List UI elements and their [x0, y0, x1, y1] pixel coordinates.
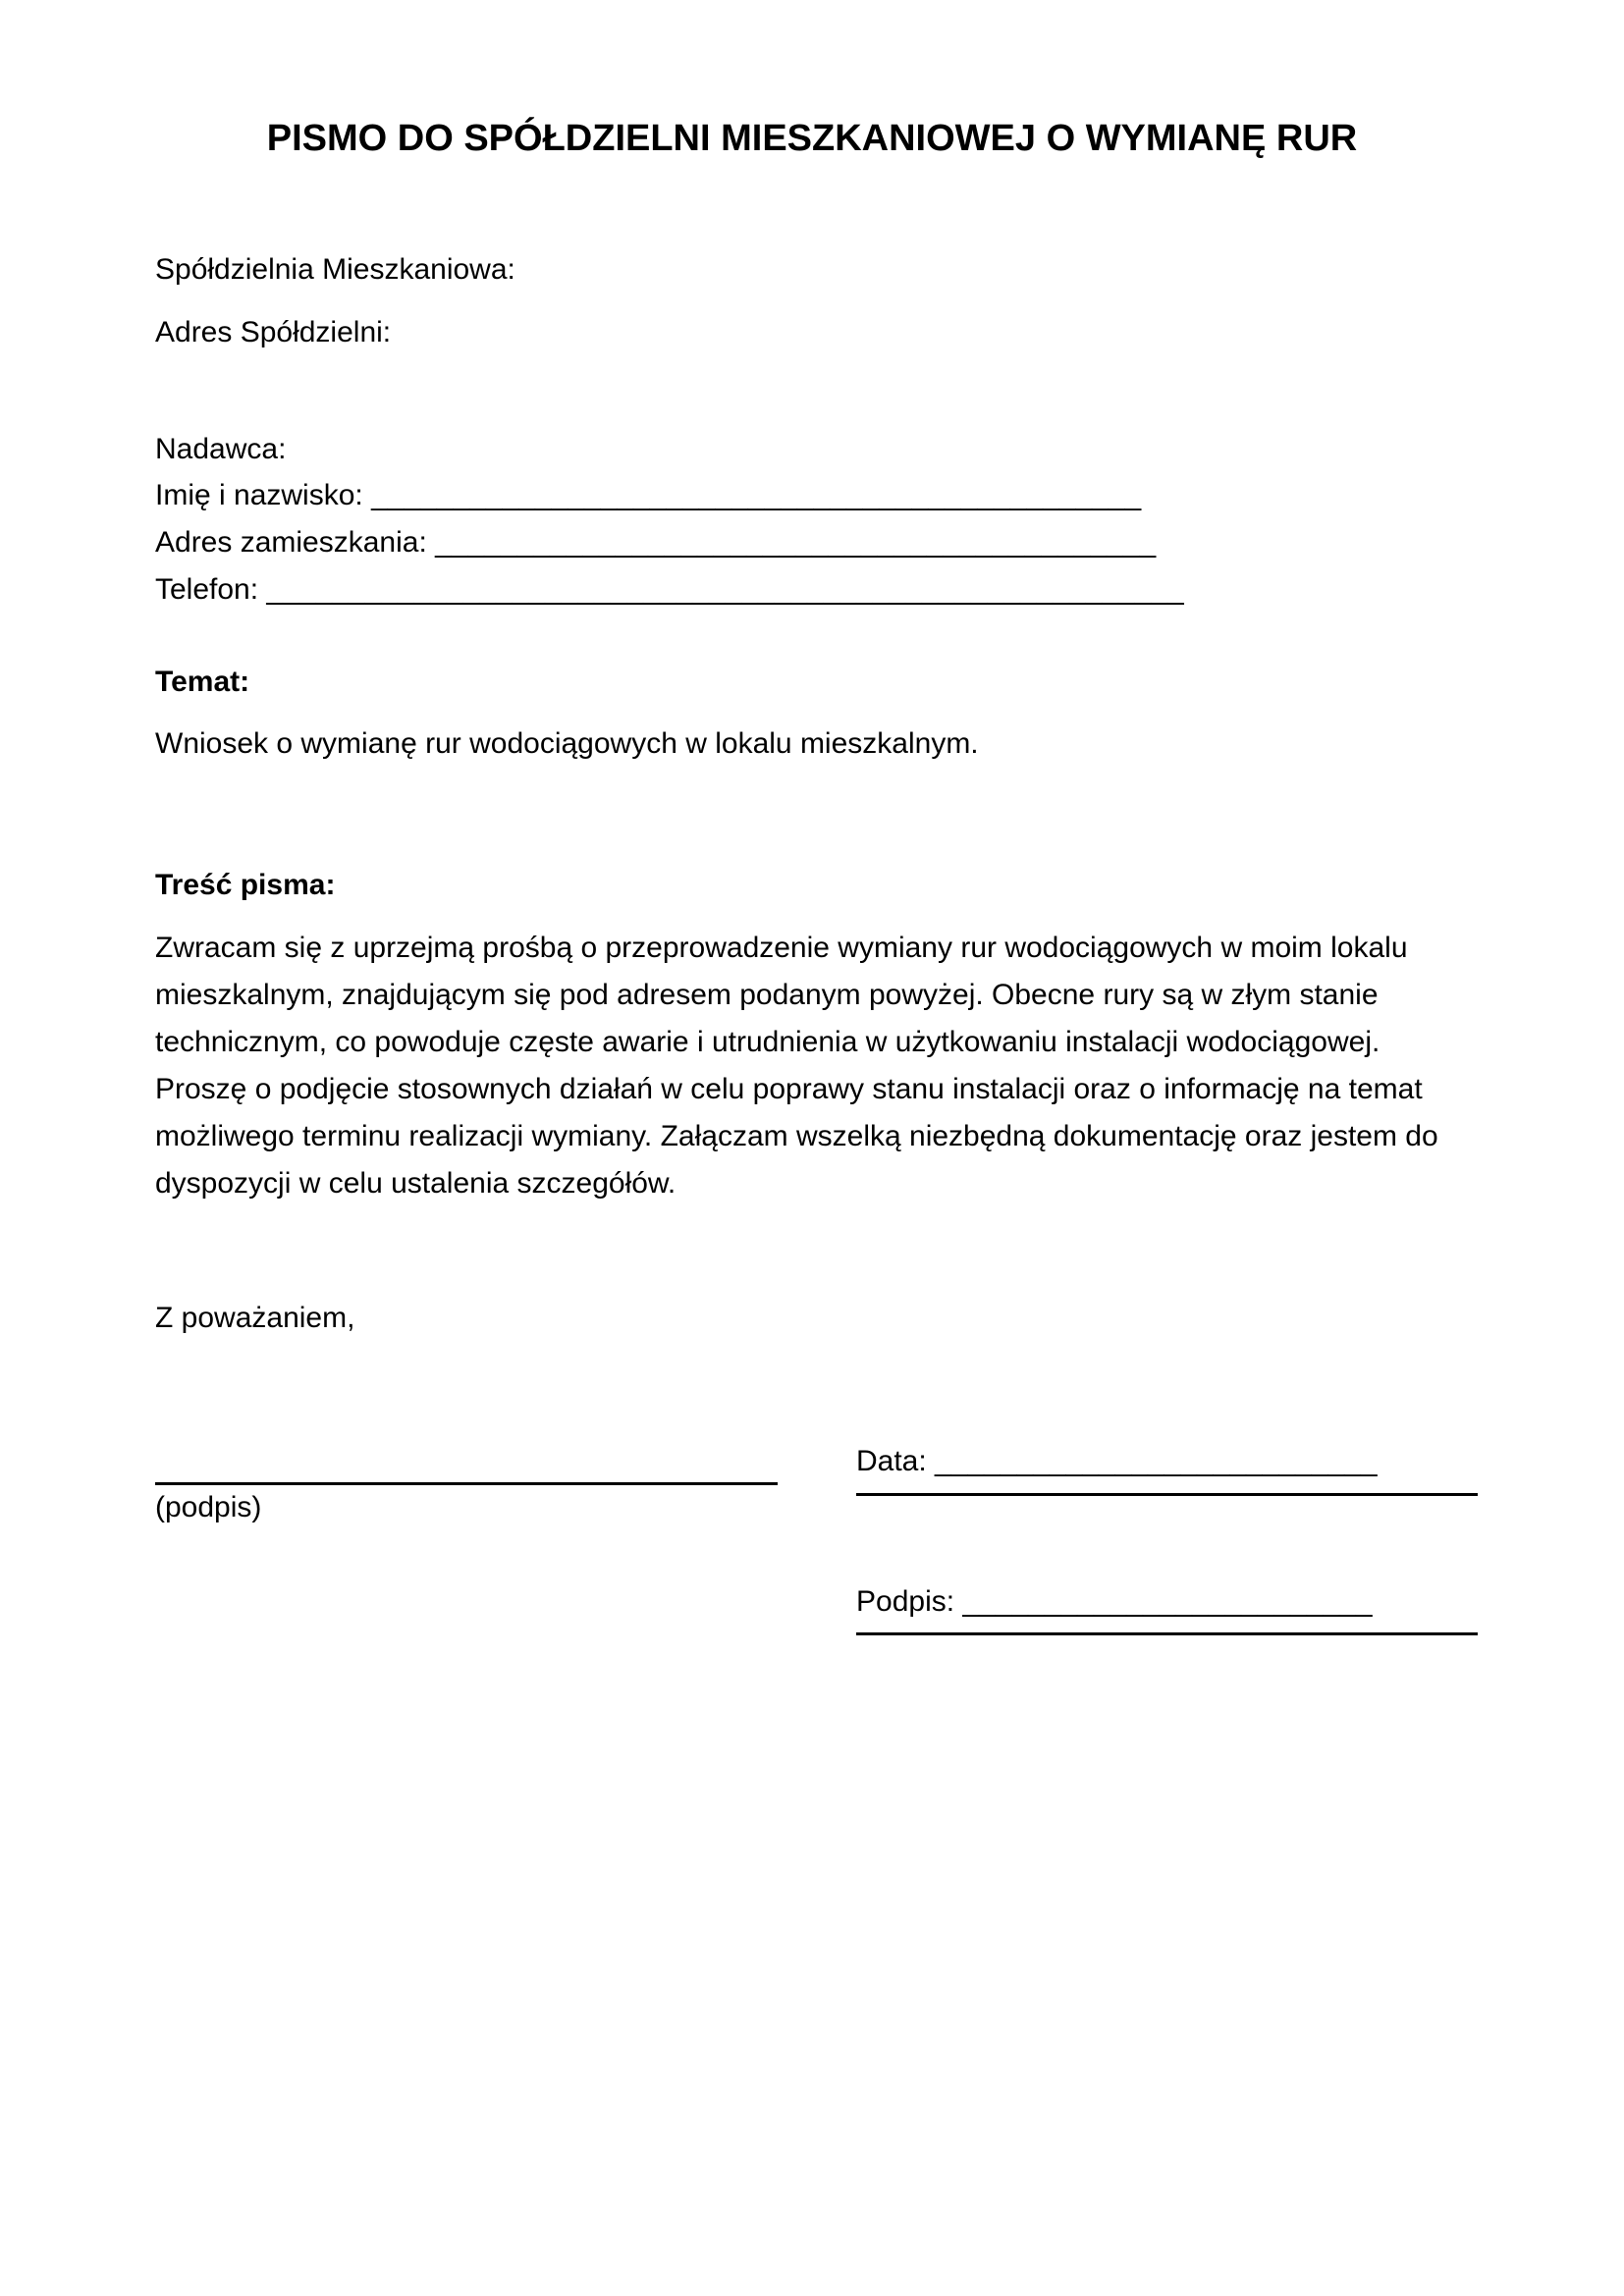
signature-field-underline [856, 1632, 1478, 1635]
content-line: możliwego terminu realizacji wymiany. Załączam wszelką niezbędną dokumentację oraz jestem do [155, 1120, 1438, 1152]
content-line: Zwracam się z uprzejmą prośbą o przeprowadzenie wymiany rur wodociągowych w moim lokalu [155, 932, 1408, 964]
content-line: Proszę o podjęcie stosownych działań w celu poprawy stanu instalacji oraz o informację na temat [155, 1073, 1423, 1105]
subject-label: Temat: [155, 666, 250, 698]
subject-text: Wniosek o wymianę rur wodociągowych w lokalu mieszkalnym. [155, 727, 979, 760]
signature-line[interactable] [155, 1482, 778, 1485]
content-paragraph [155, 925, 1490, 1207]
closing-text: Z poważaniem, [155, 1302, 355, 1334]
recipient-cooperative-label: Spółdzielnia Mieszkaniowa: [155, 253, 515, 286]
signature-caption: (podpis) [155, 1491, 262, 1523]
date-underline [856, 1493, 1478, 1496]
date-field[interactable]: Data: ___________________________ [856, 1445, 1378, 1477]
sender-address-field[interactable]: Adres zamieszkania: ____________________________________________ [155, 526, 1157, 559]
sender-name-field[interactable]: Imię i nazwisko: _______________________________________________ [155, 479, 1142, 511]
content-line: mieszkalnym, znajdującym się pod adresem podanym powyżej. Obecne rury są w złym stanie [155, 979, 1379, 1011]
content-line: technicznym, co powoduje częste awarie i utrudnienia w użytkowaniu instalacji wodociągowej. [155, 1026, 1380, 1058]
content-label: Treść pisma: [155, 869, 336, 901]
sender-phone-field[interactable]: Telefon: ________________________________________________________ [155, 573, 1184, 606]
document-title: PISMO DO SPÓŁDZIELNI MIESZKANIOWEJ O WYMIANĘ RUR [266, 118, 1358, 159]
recipient-address-label: Adres Spółdzielni: [155, 316, 392, 348]
sender-heading: Nadawca: [155, 433, 287, 465]
signature-field[interactable]: Podpis: _________________________ [856, 1585, 1373, 1618]
content-line: dyspozycji w celu ustalenia szczegółów. [155, 1167, 677, 1200]
